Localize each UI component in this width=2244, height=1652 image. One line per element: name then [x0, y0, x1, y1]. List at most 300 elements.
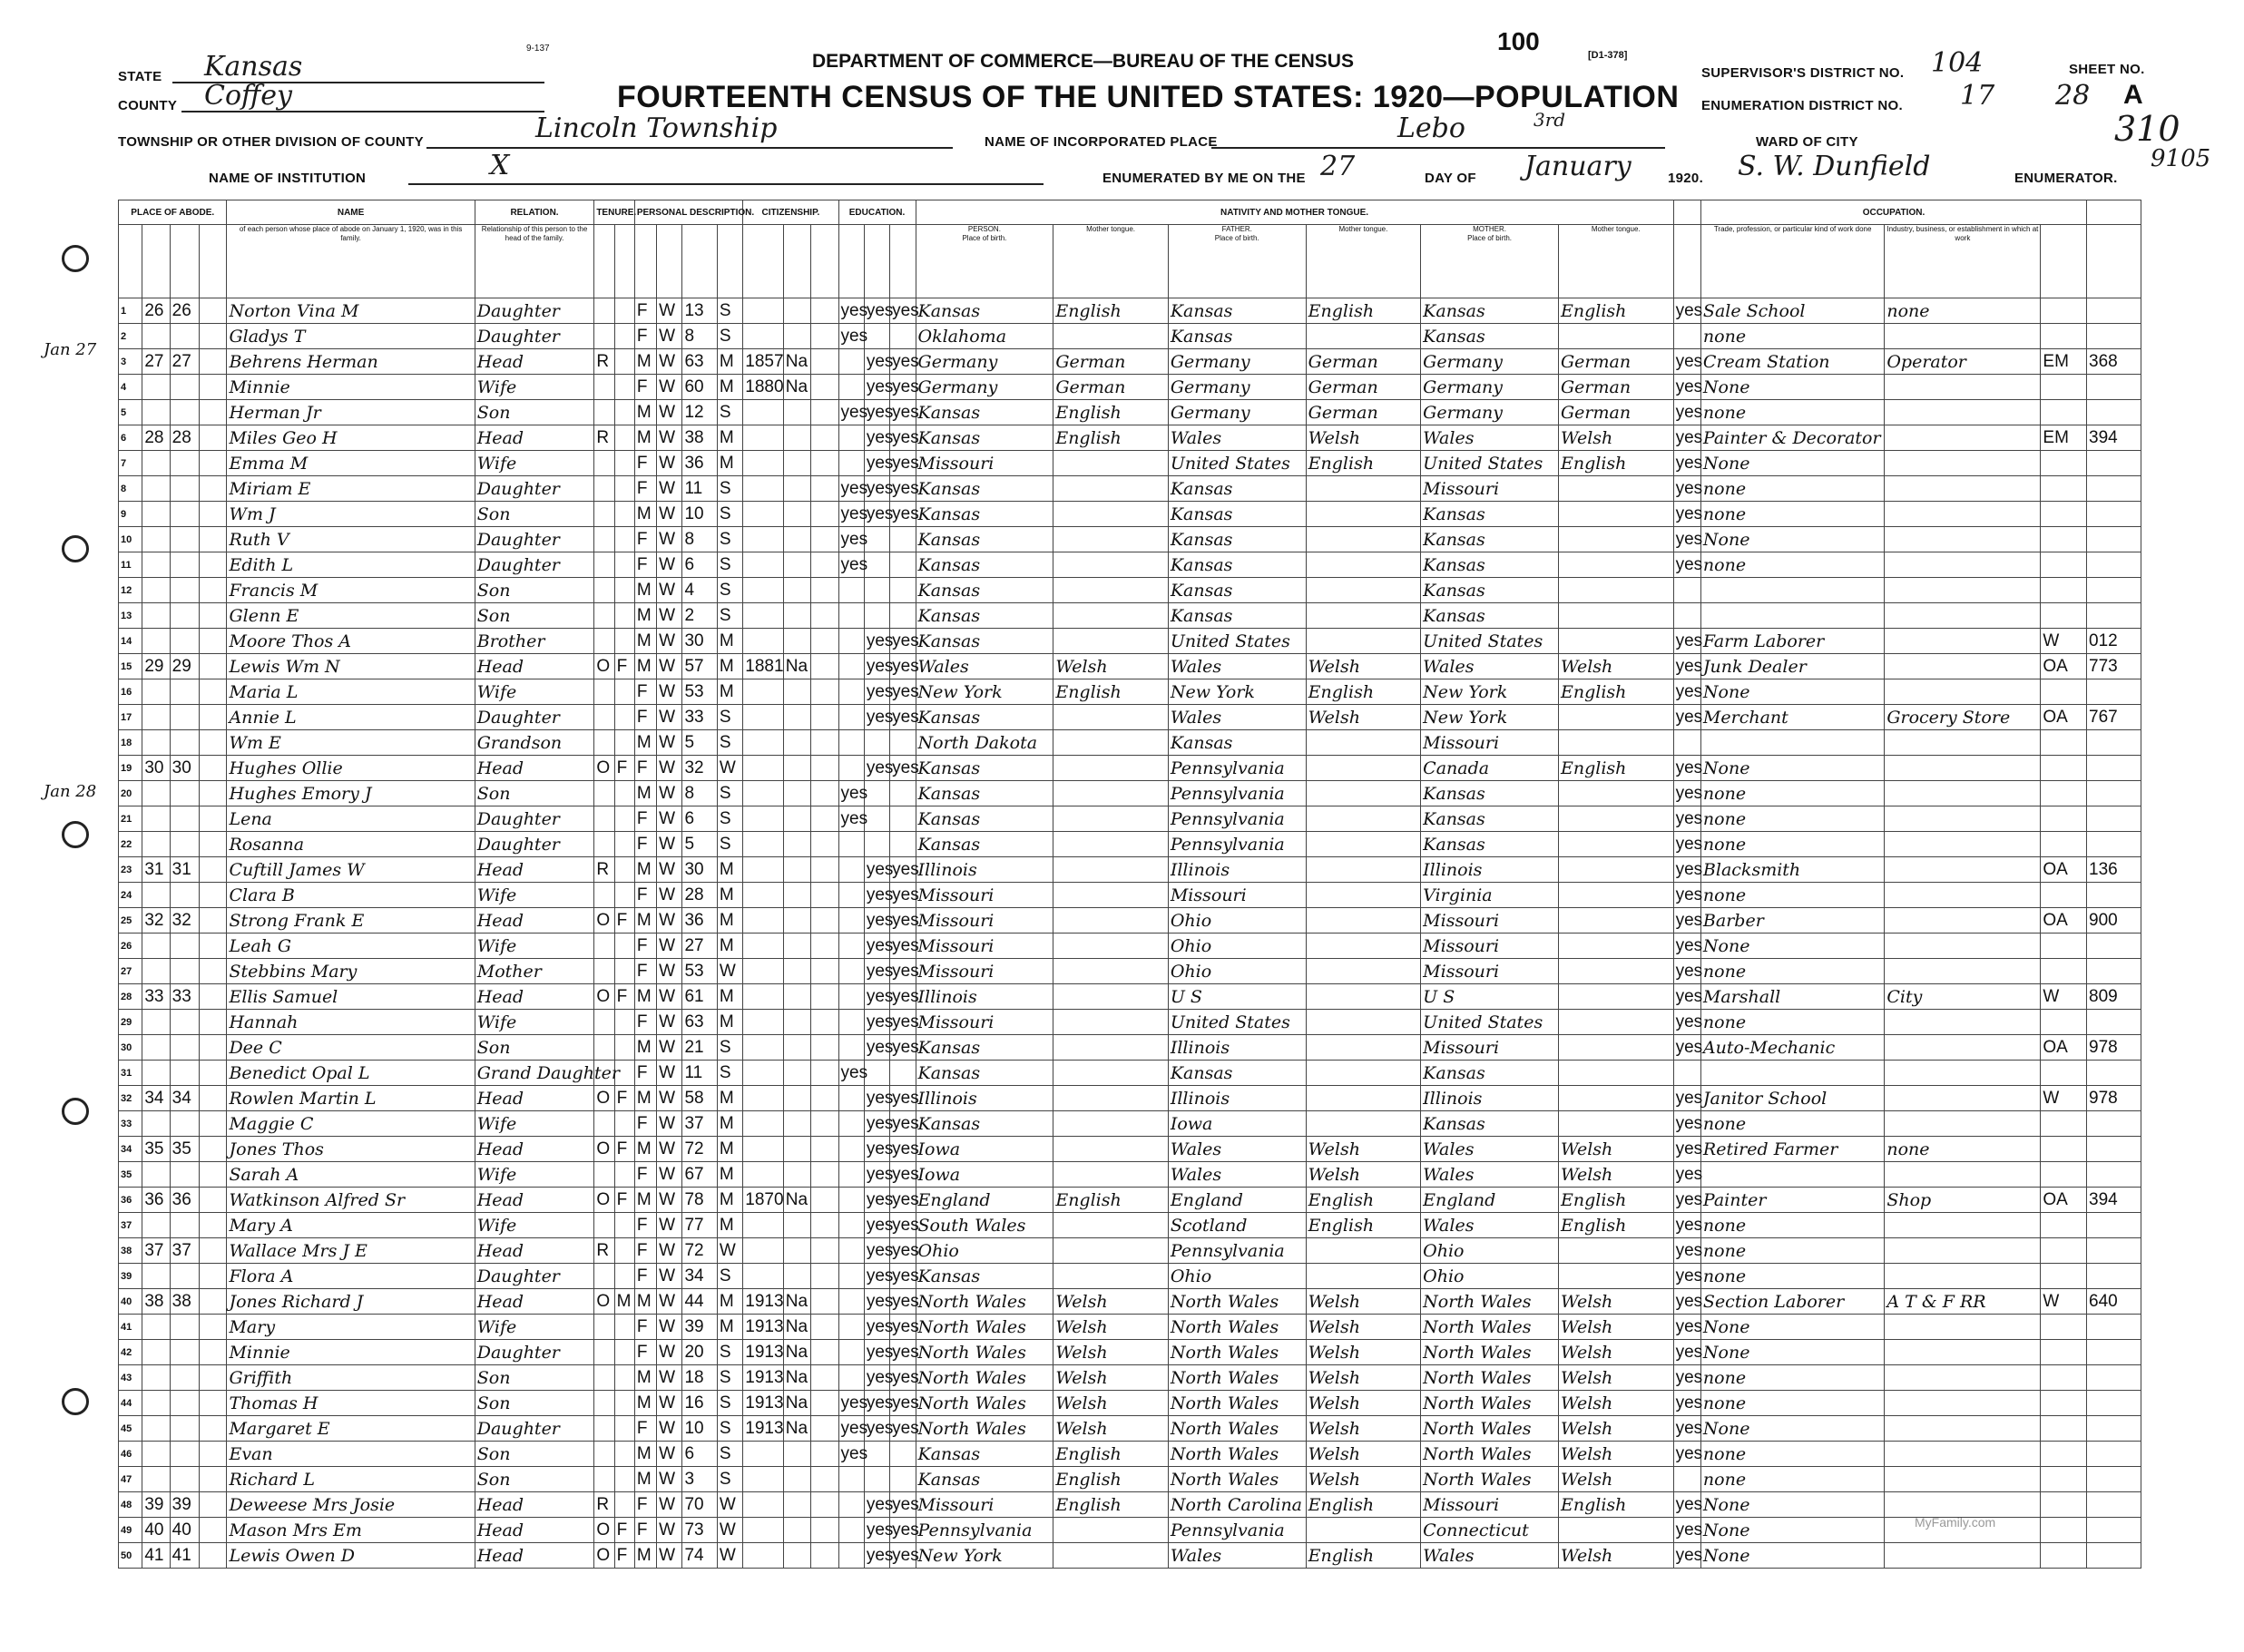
cell-mt — [1053, 502, 1169, 527]
cell-name: Emma M — [227, 451, 475, 476]
cell-mt — [1053, 1518, 1169, 1543]
cell-fam: 26 — [170, 298, 199, 324]
cell-fam — [170, 730, 199, 756]
cell-fam — [170, 1162, 199, 1188]
cell-name: Benedict Opal L — [227, 1061, 475, 1086]
cell-ten — [594, 578, 614, 603]
cell-fpob: North Wales — [1168, 1391, 1306, 1416]
cell-ten — [594, 1340, 614, 1365]
table-row — [119, 1213, 2141, 1238]
cell-eng: yes — [1673, 1213, 1700, 1238]
cell-mpob: Germany — [1421, 349, 1559, 375]
cell-code — [2087, 324, 2141, 349]
cell-read: yes — [864, 400, 889, 425]
cell-age: 8 — [682, 527, 717, 552]
cell-ms: S — [717, 1061, 742, 1086]
cell-nat — [783, 1543, 810, 1569]
cell-ten: R — [594, 425, 614, 451]
cell-dw — [142, 934, 170, 959]
cell-sch: yes — [838, 1442, 864, 1467]
cell-fmt — [1306, 934, 1421, 959]
cell-ten: O — [594, 1518, 614, 1543]
cell-mf — [614, 959, 634, 984]
cell-st — [200, 1518, 227, 1543]
cell-code — [2087, 527, 2141, 552]
cell-nat — [783, 984, 810, 1010]
cell-dw — [142, 1010, 170, 1035]
cell-name: Maggie C — [227, 1111, 475, 1137]
cell-fmt — [1306, 1086, 1421, 1111]
cell-fpob: Kansas — [1168, 603, 1306, 629]
cell-occ: none — [1700, 1213, 1884, 1238]
cell-cls — [2041, 1391, 2087, 1416]
cell-fmt: English — [1306, 1213, 1421, 1238]
cell-code — [2087, 883, 2141, 908]
cell-ms: M — [717, 1111, 742, 1137]
cell-write: yes — [890, 1111, 916, 1137]
cell-ms: M — [717, 908, 742, 934]
cell-st — [200, 1035, 227, 1061]
cell-fam — [170, 832, 199, 857]
cell-mmt: Welsh — [1558, 1543, 1673, 1569]
cell-race: W — [657, 679, 682, 705]
cell-mt — [1053, 781, 1169, 806]
cell-cls — [2041, 1111, 2087, 1137]
cell-read: yes — [864, 1213, 889, 1238]
cell-ms: M — [717, 883, 742, 908]
cell-race: W — [657, 1543, 682, 1569]
census-title: FOURTEENTH CENSUS OF THE UNITED STATES: 1920—POPULATION — [617, 80, 1680, 114]
table-row — [119, 934, 2141, 959]
cell-mmt: English — [1558, 1492, 1673, 1518]
cell-imm — [743, 1442, 784, 1467]
cell-mpob: Missouri — [1421, 1492, 1559, 1518]
cell-ln: 38 — [119, 1238, 142, 1264]
county-rule — [181, 111, 544, 112]
cell-cls — [2041, 1238, 2087, 1264]
cell-ind — [1885, 578, 2041, 603]
cell-dw: 28 — [142, 425, 170, 451]
cell-fam — [170, 1391, 199, 1416]
cell-st — [200, 578, 227, 603]
cell-eng: yes — [1673, 1492, 1700, 1518]
cell-race: W — [657, 1238, 682, 1264]
cell-race: W — [657, 1162, 682, 1188]
cell-mmt — [1558, 1238, 1673, 1264]
cell-code: 640 — [2087, 1289, 2141, 1315]
side-date-2: Jan 28 — [44, 782, 97, 801]
cell-rel: Daughter — [475, 806, 594, 832]
cell-occ: None — [1700, 1518, 1884, 1543]
cell-mt: English — [1053, 1188, 1169, 1213]
cell-eng: yes — [1673, 1391, 1700, 1416]
cell-pob: Iowa — [916, 1162, 1053, 1188]
cell-age: 30 — [682, 629, 717, 654]
cell-mpob: Kansas — [1421, 781, 1559, 806]
cell-ms: M — [717, 1137, 742, 1162]
cell-eng: yes — [1673, 451, 1700, 476]
cell-ind — [1885, 1213, 2041, 1238]
cell-fam: 35 — [170, 1137, 199, 1162]
cell-nat — [783, 1035, 810, 1061]
cell-rel: Son — [475, 1391, 594, 1416]
cell-ind — [1885, 1315, 2041, 1340]
cell-code — [2087, 1416, 2141, 1442]
cell-mf — [614, 1467, 634, 1492]
cell-pob: Illinois — [916, 984, 1053, 1010]
cell-mmt: English — [1558, 679, 1673, 705]
cell-write: yes — [890, 1086, 916, 1111]
cell-fpob: Kansas — [1168, 298, 1306, 324]
cell-rel: Head — [475, 984, 594, 1010]
cell-rel: Wife — [475, 1010, 594, 1035]
cell-st — [200, 857, 227, 883]
cell-mpob: Illinois — [1421, 1086, 1559, 1111]
cell-blank — [811, 400, 838, 425]
cell-rel: Wife — [475, 679, 594, 705]
cell-occ: Janitor School — [1700, 1086, 1884, 1111]
cell-ten — [594, 400, 614, 425]
cell-nat: Na — [783, 1315, 810, 1340]
cell-fpob: England — [1168, 1188, 1306, 1213]
cell-rel: Daughter — [475, 324, 594, 349]
cell-imm — [743, 908, 784, 934]
cell-ind — [1885, 1061, 2041, 1086]
cell-blank — [811, 654, 838, 679]
cell-ind — [1885, 1111, 2041, 1137]
cell-mpob: North Wales — [1421, 1289, 1559, 1315]
cell-fmt: German — [1306, 400, 1421, 425]
cell-blank — [811, 883, 838, 908]
cell-fmt: Welsh — [1306, 425, 1421, 451]
cell-pob: Ohio — [916, 1238, 1053, 1264]
cell-fpob: New York — [1168, 679, 1306, 705]
citizenship-header: CITIZENSHIP. — [743, 200, 838, 225]
cell-pob: Kansas — [916, 781, 1053, 806]
cell-sex: M — [634, 857, 656, 883]
cell-rel: Wife — [475, 883, 594, 908]
cell-fam: 27 — [170, 349, 199, 375]
cell-blank — [811, 375, 838, 400]
cell-ind — [1885, 883, 2041, 908]
cell-sex: M — [634, 1543, 656, 1569]
cell-occ: none — [1700, 476, 1884, 502]
cell-ind — [1885, 425, 2041, 451]
cell-ms: S — [717, 806, 742, 832]
cell-fmt: Welsh — [1306, 1162, 1421, 1188]
cell-code — [2087, 756, 2141, 781]
cell-blank — [811, 1111, 838, 1137]
cell-rel: Daughter — [475, 552, 594, 578]
cell-ten — [594, 1264, 614, 1289]
cell-occ — [1700, 1061, 1884, 1086]
cell-mmt — [1558, 324, 1673, 349]
cell-fpob: Missouri — [1168, 883, 1306, 908]
cell-blank — [811, 679, 838, 705]
cell-read: yes — [864, 1137, 889, 1162]
cell-fpob: Scotland — [1168, 1213, 1306, 1238]
cell-code — [2087, 679, 2141, 705]
cell-read — [864, 527, 889, 552]
cell-age: 38 — [682, 425, 717, 451]
cell-race: W — [657, 857, 682, 883]
cell-dw — [142, 883, 170, 908]
cell-mmt: Welsh — [1558, 1289, 1673, 1315]
cell-mpob: North Wales — [1421, 1442, 1559, 1467]
cell-eng: yes — [1673, 1365, 1700, 1391]
cell-mf — [614, 1492, 634, 1518]
cell-dw — [142, 1391, 170, 1416]
cell-blank — [811, 1188, 838, 1213]
cell-imm: 1913 — [743, 1315, 784, 1340]
cell-ind — [1885, 1467, 2041, 1492]
table-row — [119, 629, 2141, 654]
cell-sex: M — [634, 603, 656, 629]
cell-mpob: North Wales — [1421, 1391, 1559, 1416]
cell-ms: S — [717, 1391, 742, 1416]
cell-dw: 38 — [142, 1289, 170, 1315]
trade-header: Trade, profession, or particular kind of work done — [1700, 225, 1884, 298]
table-row — [119, 1162, 2141, 1188]
cell-ten — [594, 1162, 614, 1188]
cell-ms: W — [717, 1238, 742, 1264]
cell-imm — [743, 1111, 784, 1137]
cell-read: yes — [864, 1111, 889, 1137]
cell-sex: M — [634, 629, 656, 654]
cell-ms: M — [717, 1010, 742, 1035]
cell-sch — [838, 578, 864, 603]
binding-hole — [62, 1388, 89, 1415]
cell-nat — [783, 1111, 810, 1137]
cell-race: W — [657, 959, 682, 984]
cell-mt — [1053, 1010, 1169, 1035]
cell-ln: 41 — [119, 1315, 142, 1340]
tenure-header: TENURE. — [594, 200, 635, 225]
cell-mmt: Welsh — [1558, 1365, 1673, 1391]
cell-ten — [594, 934, 614, 959]
cell-sch — [838, 1492, 864, 1518]
table-row — [119, 1340, 2141, 1365]
cell-name: Hughes Emory J — [227, 781, 475, 806]
cell-age: 37 — [682, 1111, 717, 1137]
cell-occ: none — [1700, 1442, 1884, 1467]
cell-ind — [1885, 934, 2041, 959]
cell-blank — [811, 1467, 838, 1492]
cell-name: Thomas H — [227, 1391, 475, 1416]
cell-mpob: North Wales — [1421, 1467, 1559, 1492]
cell-mt: English — [1053, 1467, 1169, 1492]
cell-name: Ellis Samuel — [227, 984, 475, 1010]
table-row — [119, 451, 2141, 476]
cell-dw — [142, 552, 170, 578]
cell-write: yes — [890, 1543, 916, 1569]
cell-pob: North Wales — [916, 1416, 1053, 1442]
cell-ms: M — [717, 679, 742, 705]
cell-age: 72 — [682, 1238, 717, 1264]
cell-dw — [142, 1340, 170, 1365]
cell-dw — [142, 1111, 170, 1137]
cell-eng: yes — [1673, 425, 1700, 451]
cell-blank — [811, 1416, 838, 1442]
cell-st — [200, 832, 227, 857]
cell-mf — [614, 1340, 634, 1365]
cell-rel: Daughter — [475, 1264, 594, 1289]
cell-mpob: Germany — [1421, 375, 1559, 400]
cell-fmt — [1306, 883, 1421, 908]
cell-eng: yes — [1673, 959, 1700, 984]
cell-fpob: Germany — [1168, 375, 1306, 400]
cell-ln: 36 — [119, 1188, 142, 1213]
cell-read — [864, 806, 889, 832]
cell-nat — [783, 883, 810, 908]
cell-eng — [1673, 730, 1700, 756]
cell-ms: S — [717, 705, 742, 730]
cell-code — [2087, 298, 2141, 324]
cell-pob: Kansas — [916, 425, 1053, 451]
cell-fpob: Kansas — [1168, 1061, 1306, 1086]
cell-mmt — [1558, 527, 1673, 552]
cell-ten — [594, 552, 614, 578]
cell-eng: yes — [1673, 1289, 1700, 1315]
cell-dw: 40 — [142, 1518, 170, 1543]
enumeration-month: January — [1524, 151, 1632, 182]
cell-eng: yes — [1673, 1315, 1700, 1340]
enumeration-day: 27 — [1320, 151, 1356, 182]
cell-st — [200, 298, 227, 324]
cell-fmt: Welsh — [1306, 1467, 1421, 1492]
cell-write: yes — [890, 1492, 916, 1518]
cell-mmt — [1558, 934, 1673, 959]
cell-race: W — [657, 324, 682, 349]
cell-fpob: Wales — [1168, 654, 1306, 679]
cell-write: yes — [890, 705, 916, 730]
cell-write: yes — [890, 984, 916, 1010]
cell-age: 8 — [682, 324, 717, 349]
cell-rel: Daughter — [475, 705, 594, 730]
cell-mpob: Kansas — [1421, 552, 1559, 578]
cell-cls — [2041, 1315, 2087, 1340]
cell-write — [890, 552, 916, 578]
cell-mmt: German — [1558, 400, 1673, 425]
cell-fmt — [1306, 476, 1421, 502]
relation-subheader: Relationship of this person to the head of the family. — [475, 225, 594, 298]
cell-write: yes — [890, 1365, 916, 1391]
cell-ms: M — [717, 857, 742, 883]
cell-eng: yes — [1673, 806, 1700, 832]
cell-dw — [142, 781, 170, 806]
cell-race: W — [657, 552, 682, 578]
cell-read: yes — [864, 502, 889, 527]
cell-mmt — [1558, 502, 1673, 527]
cell-sex: F — [634, 451, 656, 476]
table-row — [119, 1238, 2141, 1264]
cell-age: 6 — [682, 552, 717, 578]
cell-sch — [838, 1340, 864, 1365]
cell-mf — [614, 578, 634, 603]
cell-write: yes — [890, 1315, 916, 1340]
cell-fam: 38 — [170, 1289, 199, 1315]
table-row — [119, 476, 2141, 502]
cell-ln: 49 — [119, 1518, 142, 1543]
cell-pob: Kansas — [916, 527, 1053, 552]
cell-st — [200, 654, 227, 679]
cell-blank — [811, 1492, 838, 1518]
cell-mpob: United States — [1421, 451, 1559, 476]
cell-sex: F — [634, 1492, 656, 1518]
cell-nat — [783, 1162, 810, 1188]
cell-st — [200, 1213, 227, 1238]
cell-ten — [594, 451, 614, 476]
cell-read: yes — [864, 1543, 889, 1569]
cell-fmt: Welsh — [1306, 1391, 1421, 1416]
cell-st — [200, 806, 227, 832]
cell-mmt: English — [1558, 451, 1673, 476]
cell-sex: F — [634, 1518, 656, 1543]
cell-eng — [1673, 1467, 1700, 1492]
cell-blank — [811, 1518, 838, 1543]
cell-dw — [142, 1061, 170, 1086]
cell-mpob: North Wales — [1421, 1365, 1559, 1391]
cell-mt — [1053, 552, 1169, 578]
cell-age: 36 — [682, 451, 717, 476]
cell-mmt: English — [1558, 298, 1673, 324]
cell-fam — [170, 527, 199, 552]
cell-sex: F — [634, 934, 656, 959]
cell-fpob: Pennsylvania — [1168, 832, 1306, 857]
cell-mt — [1053, 756, 1169, 781]
table-row — [119, 1391, 2141, 1416]
cell-mmt — [1558, 1264, 1673, 1289]
cell-ln: 44 — [119, 1391, 142, 1416]
cell-mt — [1053, 1238, 1169, 1264]
cell-occ: None — [1700, 756, 1884, 781]
cell-eng: yes — [1673, 1340, 1700, 1365]
cell-ind: Operator — [1885, 349, 2041, 375]
cell-eng: yes — [1673, 1137, 1700, 1162]
cell-write — [890, 603, 916, 629]
cell-sex: M — [634, 730, 656, 756]
cell-sch — [838, 705, 864, 730]
cell-mpob: Virginia — [1421, 883, 1559, 908]
cell-read: yes — [864, 1264, 889, 1289]
cell-blank — [811, 1035, 838, 1061]
cell-race: W — [657, 502, 682, 527]
cell-rel: Wife — [475, 451, 594, 476]
cell-write — [890, 1467, 916, 1492]
stamp-bottom: 9105 — [2151, 145, 2211, 172]
cell-name: Edith L — [227, 552, 475, 578]
person-tongue-header: Mother tongue. — [1053, 225, 1169, 298]
cell-eng: yes — [1673, 502, 1700, 527]
cell-mpob: North Wales — [1421, 1315, 1559, 1340]
cell-cls: W — [2041, 984, 2087, 1010]
cell-fpob: Illinois — [1168, 857, 1306, 883]
cell-fmt — [1306, 1035, 1421, 1061]
cell-blank — [811, 1162, 838, 1188]
cell-st — [200, 1340, 227, 1365]
cell-nat — [783, 756, 810, 781]
cell-sch — [838, 1543, 864, 1569]
table-row — [119, 400, 2141, 425]
cell-fmt — [1306, 857, 1421, 883]
cell-eng: yes — [1673, 552, 1700, 578]
cell-imm — [743, 1543, 784, 1569]
cell-pob: Kansas — [916, 578, 1053, 603]
cell-dw — [142, 375, 170, 400]
cell-mf — [614, 451, 634, 476]
cell-rel: Son — [475, 400, 594, 425]
cell-nat — [783, 629, 810, 654]
